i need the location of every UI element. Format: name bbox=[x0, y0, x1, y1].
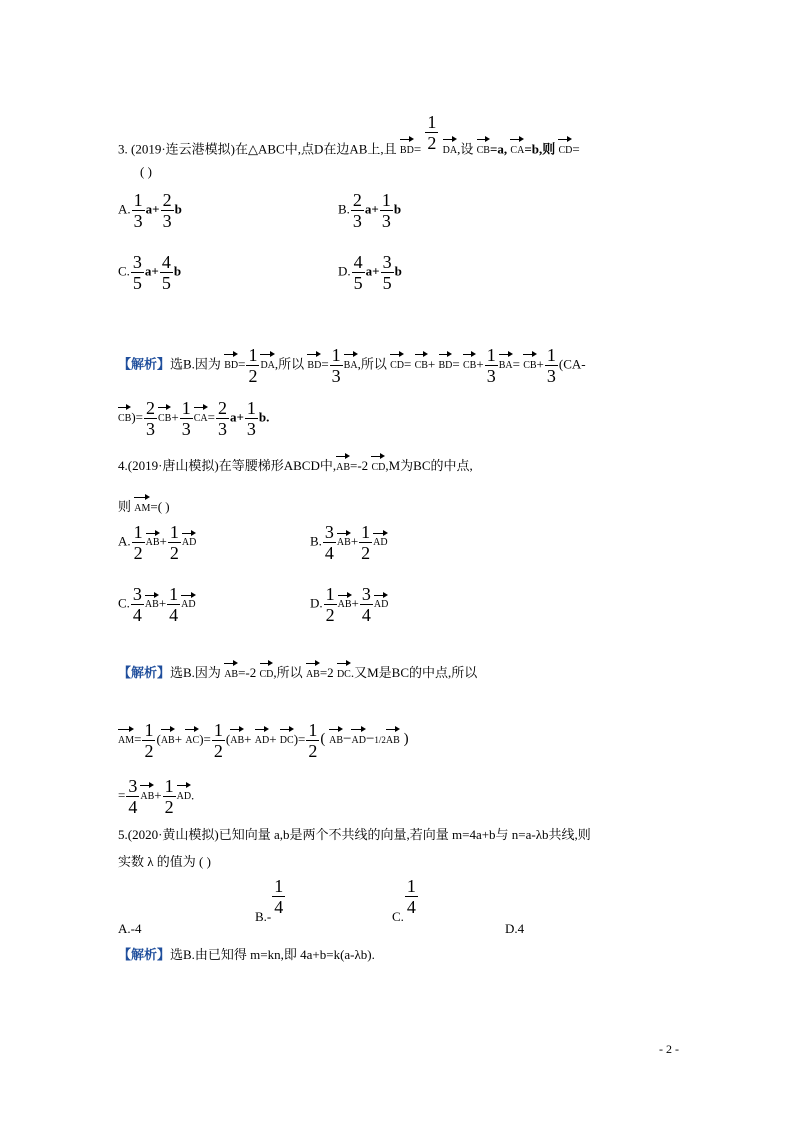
num: 3 bbox=[361, 584, 371, 604]
text: b bbox=[174, 201, 182, 217]
den: 3 bbox=[246, 419, 256, 439]
vec: BA bbox=[344, 353, 358, 374]
frac bbox=[245, 398, 258, 439]
frac bbox=[212, 720, 225, 761]
text: (CA- bbox=[558, 356, 586, 372]
frac bbox=[323, 522, 336, 563]
num: 1 bbox=[381, 190, 391, 210]
label: C. bbox=[118, 595, 130, 611]
den: 5 bbox=[161, 273, 171, 293]
text: b bbox=[394, 263, 402, 279]
frac bbox=[167, 584, 180, 625]
vec: AM bbox=[118, 728, 134, 749]
vec: DA bbox=[260, 353, 274, 374]
num: 3 bbox=[132, 584, 142, 604]
vec: AB bbox=[161, 728, 175, 749]
vec: CB bbox=[523, 353, 536, 374]
q3-option-c[interactable] bbox=[118, 252, 181, 293]
text: a+ bbox=[364, 201, 379, 217]
text: a+ bbox=[229, 409, 244, 425]
vec: AD bbox=[255, 728, 269, 749]
frac bbox=[485, 345, 498, 386]
vec: AD bbox=[181, 594, 195, 610]
text: + bbox=[158, 595, 167, 611]
num: 1 bbox=[308, 720, 318, 740]
num: 4 bbox=[353, 252, 363, 272]
vec-am: AM bbox=[134, 496, 150, 517]
text: 选B.因为 bbox=[170, 665, 221, 680]
den: 4 bbox=[361, 605, 371, 625]
label: B. bbox=[310, 533, 322, 549]
num: 1 bbox=[144, 720, 154, 740]
frac bbox=[131, 584, 144, 625]
text: b bbox=[393, 201, 402, 217]
text: ,所以 bbox=[357, 356, 387, 372]
q4-option-b[interactable] bbox=[310, 522, 388, 563]
den: 2 bbox=[133, 543, 143, 563]
vec: CD bbox=[390, 353, 404, 374]
frac bbox=[381, 252, 394, 293]
num: 3 bbox=[324, 522, 334, 542]
den: 3 bbox=[331, 366, 341, 386]
text: 则 bbox=[118, 499, 132, 514]
vec: BA bbox=[499, 353, 513, 374]
q4-option-c[interactable] bbox=[118, 584, 196, 625]
den: 3 bbox=[546, 366, 556, 386]
q5-stem-2: 实数 λ 的值为 ( ) bbox=[118, 854, 211, 869]
analysis-tag: 【解析】 bbox=[118, 356, 171, 372]
label: C. bbox=[392, 909, 404, 925]
den: 2 bbox=[169, 543, 179, 563]
num: 1 bbox=[274, 876, 284, 896]
den: 4 bbox=[274, 897, 284, 917]
q4-option-d[interactable] bbox=[310, 584, 388, 625]
num: 1 bbox=[406, 876, 416, 896]
num: 1 bbox=[427, 112, 437, 132]
vec: AC bbox=[185, 728, 199, 749]
den: 3 bbox=[381, 211, 391, 231]
eq: = bbox=[413, 141, 422, 157]
label: C. bbox=[118, 263, 130, 279]
vec: BD bbox=[224, 353, 238, 374]
num: 2 bbox=[352, 190, 362, 210]
q4-analysis-2: AM= $\frac{1}{2}$ (AB+ AC)= $\frac{1}{2}$ (AB+ AD+ DC)= $\frac{1}{2}$ ( AB−AD−1/2AB ) bbox=[118, 720, 409, 761]
vec: AB bbox=[224, 662, 238, 683]
label: D. bbox=[338, 263, 351, 279]
text: ,所以 bbox=[273, 665, 303, 680]
text: + bbox=[351, 595, 359, 611]
frac bbox=[132, 522, 145, 563]
vec: AD bbox=[351, 728, 365, 749]
den: 4 bbox=[132, 605, 142, 625]
num: 1 bbox=[164, 776, 174, 796]
q3-stem bbox=[118, 112, 580, 171]
label: B.- bbox=[255, 909, 272, 925]
den: 3 bbox=[217, 419, 227, 439]
q5-option-d[interactable] bbox=[505, 921, 524, 937]
page-number: - 2 - bbox=[659, 1042, 679, 1056]
num: 1 bbox=[248, 345, 258, 365]
text: 选B.由已知得 m=kn,即 4a+b=k(a-λb). bbox=[170, 947, 375, 962]
den: 5 bbox=[382, 273, 392, 293]
q4-ask bbox=[118, 496, 170, 517]
frac bbox=[132, 190, 145, 231]
vec-ca: CA bbox=[510, 138, 524, 159]
q4-option-a[interactable] bbox=[118, 522, 196, 563]
frac bbox=[272, 876, 285, 917]
frac bbox=[168, 522, 181, 563]
num: 1 bbox=[546, 345, 556, 365]
den: 4 bbox=[406, 897, 416, 917]
vec: AB bbox=[230, 728, 244, 749]
num: 4 bbox=[161, 252, 171, 272]
q3-analysis-cont: CB)= $\frac{2}{3}$ CB+ $\frac{1}{3}$ CA= $\frac{2}{3}$ a+ $\frac{1}{3}$ b. bbox=[118, 398, 270, 439]
vec: CB bbox=[118, 406, 131, 427]
label: A. bbox=[118, 533, 131, 549]
q3-option-d[interactable] bbox=[338, 252, 402, 293]
num: 1 bbox=[169, 584, 179, 604]
frac bbox=[160, 252, 173, 293]
text: 选B.因为 bbox=[170, 356, 221, 372]
text: .又M是BC的中点,所以 bbox=[350, 665, 478, 680]
frac bbox=[142, 720, 155, 761]
vec: DC bbox=[280, 728, 294, 749]
text: ,M为BC的中点, bbox=[385, 458, 473, 473]
den: 2 bbox=[325, 605, 335, 625]
frac bbox=[330, 345, 343, 386]
vec: AB bbox=[338, 594, 352, 610]
num: 1 bbox=[181, 398, 191, 418]
label: D.4 bbox=[505, 921, 525, 936]
q4-analysis: 【解析】选B.因为 AB=-2 CD,所以 AB=2 DC.又M是BC的中点,所以 bbox=[118, 662, 477, 683]
vec: AD bbox=[177, 784, 191, 805]
den: 3 bbox=[352, 211, 362, 231]
vec-cb: CB bbox=[477, 138, 490, 159]
den: 5 bbox=[353, 273, 363, 293]
vec: CB bbox=[463, 353, 476, 374]
vec: AD bbox=[182, 532, 196, 548]
num: 2 bbox=[217, 398, 227, 418]
vec-bd: BD bbox=[400, 138, 414, 159]
text: + bbox=[159, 533, 167, 549]
text: ,设 bbox=[457, 141, 474, 157]
label: A.-4 bbox=[118, 921, 142, 936]
vec-cd: CD bbox=[371, 455, 385, 476]
text: = bbox=[572, 141, 580, 157]
den: 3 bbox=[162, 211, 172, 231]
q5-option-c[interactable] bbox=[392, 876, 419, 925]
frac bbox=[380, 190, 393, 231]
frac bbox=[405, 876, 418, 917]
vec-ab: AB bbox=[336, 455, 350, 476]
frac bbox=[324, 584, 337, 625]
den: 2 bbox=[308, 741, 318, 761]
frac bbox=[180, 398, 193, 439]
vec-da: DA bbox=[443, 138, 457, 159]
analysis-tag: 【解析】 bbox=[118, 665, 171, 680]
vec: BD bbox=[307, 353, 321, 374]
frac bbox=[126, 776, 139, 817]
frac bbox=[246, 345, 259, 386]
text: a+ bbox=[144, 263, 159, 279]
vec: AB bbox=[329, 728, 343, 749]
den: 4 bbox=[128, 797, 138, 817]
bracket-expr: ( AB−AD−1/2AB ) bbox=[320, 731, 408, 747]
text: 4.(2019·唐山模拟)在等腰梯形ABCD中, bbox=[118, 458, 337, 473]
den: 2 bbox=[144, 741, 154, 761]
num: 1 bbox=[331, 345, 341, 365]
label: D. bbox=[310, 595, 323, 611]
q3-option-b[interactable] bbox=[338, 190, 401, 231]
vec: AB bbox=[146, 532, 160, 548]
num: 1 bbox=[325, 584, 335, 604]
frac bbox=[306, 720, 319, 761]
num: 1 bbox=[486, 345, 496, 365]
q5-stem: 5.(2020·黄山模拟)已知向量 a,b是两个不共线的向量,若向量 m=4a+b与 n=a-λb共线,则 bbox=[118, 827, 591, 842]
text: a+ bbox=[365, 263, 380, 279]
num: 3 bbox=[132, 252, 142, 272]
vec: AD bbox=[374, 594, 388, 610]
num: 1 bbox=[169, 522, 179, 542]
den: 2 bbox=[164, 797, 174, 817]
vec: AB bbox=[306, 662, 320, 683]
text: a+ bbox=[145, 201, 160, 217]
q4-stem bbox=[118, 455, 473, 476]
vec: AB bbox=[140, 784, 154, 805]
den: 3 bbox=[181, 419, 191, 439]
num: 1 bbox=[361, 522, 371, 542]
den: 2 bbox=[248, 366, 258, 386]
q4-analysis-3: = $\frac{3}{4}$ AB+ $\frac{1}{2}$ AD. bbox=[118, 776, 195, 817]
q3-analysis: 【解析】选B.因为 BD= $\frac{1}{2}$ DA,所以 BD= $\frac{1}{3}$ BA,所以 CD= CB+ BD= CB+ $\frac{1}{3}$ BA= CB+ $\frac{1}{3}$ (CA- bbox=[118, 345, 586, 386]
text: b. bbox=[258, 409, 270, 425]
den: 3 bbox=[146, 419, 156, 439]
num: 1 bbox=[133, 190, 143, 210]
num: 3 bbox=[382, 252, 392, 272]
frac bbox=[163, 776, 176, 817]
frac bbox=[352, 252, 365, 293]
vec: CD bbox=[260, 662, 274, 683]
text: =b,则 bbox=[524, 141, 556, 157]
den: 4 bbox=[169, 605, 179, 625]
vec: CA bbox=[194, 406, 208, 427]
vec: AB bbox=[337, 532, 351, 548]
q5-option-a[interactable] bbox=[118, 921, 141, 937]
text: =( ) bbox=[150, 499, 170, 514]
vec: AB bbox=[386, 728, 400, 749]
frac bbox=[359, 522, 372, 563]
q3-option-a[interactable] bbox=[118, 190, 182, 231]
den: 2 bbox=[427, 133, 437, 153]
den: 3 bbox=[486, 366, 496, 386]
den: 2 bbox=[361, 543, 371, 563]
frac bbox=[360, 584, 373, 625]
text: =a, bbox=[489, 141, 508, 157]
text: ,所以 bbox=[274, 356, 305, 372]
q5-option-b[interactable] bbox=[255, 876, 286, 925]
num: 2 bbox=[146, 398, 156, 418]
num: 1 bbox=[213, 720, 223, 740]
den: 3 bbox=[133, 211, 143, 231]
label: A. bbox=[118, 201, 131, 217]
q3-stem-text: 3. (2019·连云港模拟)在△ABC中,点D在边AB上,且 bbox=[118, 141, 397, 157]
text: + bbox=[350, 533, 359, 549]
den: 2 bbox=[213, 741, 223, 761]
num: 2 bbox=[162, 190, 172, 210]
analysis-tag: 【解析】 bbox=[118, 947, 171, 962]
frac bbox=[144, 398, 157, 439]
frac bbox=[131, 252, 144, 293]
q5-analysis bbox=[118, 947, 375, 963]
label: B. bbox=[338, 201, 350, 217]
vec: AD bbox=[373, 532, 387, 548]
vec-cd: CD bbox=[558, 138, 572, 159]
num: 1 bbox=[133, 522, 143, 542]
frac-half bbox=[425, 112, 438, 153]
q3-paren: ( ) bbox=[140, 164, 152, 179]
den: 4 bbox=[324, 543, 334, 563]
text: =-2 bbox=[350, 458, 369, 473]
vec: BD bbox=[439, 353, 453, 374]
frac bbox=[216, 398, 229, 439]
frac bbox=[161, 190, 174, 231]
text: b bbox=[173, 263, 182, 279]
vec: CB bbox=[415, 353, 428, 374]
vec: CB bbox=[158, 406, 171, 427]
num: 3 bbox=[128, 776, 138, 796]
num: 1 bbox=[246, 398, 256, 418]
frac bbox=[545, 345, 558, 386]
vec-dc: DC bbox=[337, 662, 351, 683]
den: 5 bbox=[132, 273, 142, 293]
frac bbox=[351, 190, 364, 231]
vec: AB bbox=[145, 594, 159, 610]
